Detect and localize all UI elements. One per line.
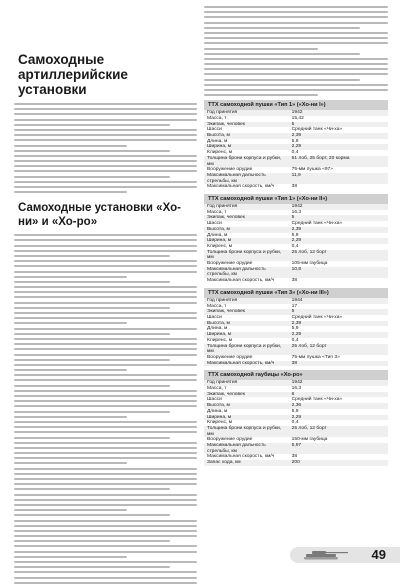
spec-label: Вооружение орудие xyxy=(207,354,253,360)
text-line xyxy=(14,561,197,563)
text-line xyxy=(14,160,197,162)
text-line xyxy=(14,113,197,115)
spec-value: 6 xyxy=(289,392,388,398)
spec-label: Максимальная скорость, км/ч xyxy=(207,278,275,284)
text-line xyxy=(204,79,360,81)
text-line xyxy=(14,302,197,304)
spec-row xyxy=(204,173,388,184)
text-line xyxy=(14,170,197,172)
text-line xyxy=(204,11,388,13)
text-line xyxy=(14,494,197,496)
spec-value: 0,4 xyxy=(291,420,299,426)
text-line xyxy=(14,343,197,345)
text-line xyxy=(14,181,197,183)
spec-value: 1942 xyxy=(289,380,388,386)
spec-value: 105-мм гаубица xyxy=(291,261,328,267)
spec-table xyxy=(204,380,388,466)
left-column xyxy=(14,52,197,588)
text-line xyxy=(14,395,197,397)
spec-value: 1942 xyxy=(289,204,388,210)
spec-label: Масса, т xyxy=(207,386,227,392)
body-text-block xyxy=(14,103,197,193)
text-line xyxy=(14,374,197,376)
spec-label: Год принятия xyxy=(204,204,289,210)
body-text-block xyxy=(14,234,197,584)
text-line xyxy=(14,509,127,511)
text-line xyxy=(14,312,197,314)
spec-value: 1944 xyxy=(289,298,388,304)
text-line xyxy=(14,260,197,262)
spec-table xyxy=(204,298,388,366)
spec-label: Клиренс, м xyxy=(207,337,233,343)
spec-value: 200 xyxy=(289,460,388,466)
spec-label: Высота, м xyxy=(204,403,289,409)
text-line xyxy=(204,16,388,18)
text-line xyxy=(14,488,170,490)
spec-value: 25 лоб, 12 борт xyxy=(289,426,388,437)
text-line xyxy=(204,32,388,34)
spec-table-title: ТТХ самоходной гаубицы «Хо-ро» xyxy=(204,370,388,380)
text-line xyxy=(14,520,197,522)
text-line xyxy=(204,84,388,86)
spec-table-title: ТТХ самоходной пушки «Тип 3» («Хо-ни III») xyxy=(204,288,388,298)
spec-row xyxy=(204,361,388,367)
spec-value: Средний танк «Чи-ха» xyxy=(291,127,343,133)
spec-value: 150-мм гаубица xyxy=(291,437,328,443)
section-heading: Самоходные установки «Хо-ни» и «Хо-ро» xyxy=(18,202,181,229)
text-line xyxy=(14,447,197,449)
spec-value: 25 лоб, 12 борт xyxy=(289,344,388,355)
spec-label: Ширина, м xyxy=(204,238,289,244)
text-line xyxy=(14,545,197,547)
right-column xyxy=(204,6,388,466)
spec-table-title: ТТХ самоходной пушки «Тип 1» («Хо-ни II») xyxy=(204,194,388,204)
spec-value: 0,4 xyxy=(291,150,299,156)
spec-value: 5 xyxy=(289,122,388,128)
text-line xyxy=(14,150,170,152)
spec-value: 38 xyxy=(291,278,298,284)
tank-icon xyxy=(302,550,358,560)
spec-label: Экипаж, человек xyxy=(204,309,289,315)
spec-value: 5,97 xyxy=(289,443,388,454)
page-number: 49 xyxy=(371,547,386,562)
text-line xyxy=(204,48,318,50)
spec-label: Вооружение орудие xyxy=(207,261,253,267)
text-line xyxy=(14,556,127,558)
spec-label: Длина, м xyxy=(207,408,228,414)
spec-label: Ширина, м xyxy=(204,332,289,338)
text-line xyxy=(14,296,197,298)
spec-label: Толщина брони корпуса и рубки, мм xyxy=(204,156,289,167)
text-line xyxy=(14,176,170,178)
text-line xyxy=(204,6,388,8)
body-text-block xyxy=(204,6,388,96)
text-line xyxy=(14,333,170,335)
text-line xyxy=(14,530,197,532)
text-line xyxy=(14,348,197,350)
text-line xyxy=(14,281,170,283)
spec-value: 75-мм пушка «Тип 3» xyxy=(291,354,340,360)
spec-value: Средний танк «Чи-ха» xyxy=(291,397,343,403)
text-line xyxy=(14,245,197,247)
spec-label: Клиренс, м xyxy=(207,150,233,156)
spec-value: 5 xyxy=(289,309,388,315)
text-line xyxy=(14,338,197,340)
text-line xyxy=(14,421,197,423)
spec-row xyxy=(204,156,388,167)
spec-value: 2,29 xyxy=(289,332,388,338)
text-line xyxy=(204,73,388,75)
text-line xyxy=(14,437,170,439)
spec-label: Толщина брони корпуса и рубки, мм xyxy=(204,344,289,355)
text-line xyxy=(14,442,197,444)
spec-label: Масса, т xyxy=(207,303,227,309)
spec-label: Максимальная дальность стрельбы, км xyxy=(204,267,289,278)
text-line xyxy=(14,452,197,454)
spec-value: 2,39 xyxy=(289,227,388,233)
spec-label: Год принятия xyxy=(204,110,289,116)
spec-label: Шасси xyxy=(207,314,222,320)
spec-value: 15,42 xyxy=(291,115,304,121)
text-line xyxy=(204,22,388,24)
spec-row xyxy=(204,443,388,454)
text-line xyxy=(14,473,197,475)
text-line xyxy=(14,145,127,147)
text-line xyxy=(14,103,197,105)
article-title: Самоходные артиллерийские установки xyxy=(18,52,128,97)
text-line xyxy=(14,411,170,413)
spec-label: Максимальная скорость, км/ч xyxy=(207,454,275,460)
spec-row xyxy=(204,344,388,355)
text-line xyxy=(14,577,197,579)
spec-label: Год принятия xyxy=(204,380,289,386)
text-line xyxy=(14,108,197,110)
text-line xyxy=(14,364,197,366)
text-line xyxy=(14,165,197,167)
spec-label: Длина, м xyxy=(207,232,228,238)
spec-value: 2,39 xyxy=(289,321,388,327)
spec-row xyxy=(204,184,388,190)
spec-label: Длина, м xyxy=(207,326,228,332)
spec-label: Год принятия xyxy=(204,298,289,304)
spec-label: Ширина, м xyxy=(204,144,289,150)
spec-value: 2,39 xyxy=(289,133,388,139)
spec-value: 11,9 xyxy=(289,173,388,184)
text-line xyxy=(204,63,388,65)
text-line xyxy=(14,535,197,537)
text-line xyxy=(14,255,170,257)
spec-label: Толщина брони корпуса и рубки, мм xyxy=(204,250,289,261)
spec-label: Высота, м xyxy=(204,321,289,327)
spec-value: 38 xyxy=(291,184,298,190)
spec-label: Запас хода, км xyxy=(204,460,289,466)
text-line xyxy=(14,265,197,267)
spec-label: Экипаж, человек xyxy=(204,122,289,128)
spec-value: 0,4 xyxy=(291,243,299,249)
spec-value: 17 xyxy=(291,303,298,309)
text-line xyxy=(14,186,197,188)
text-line xyxy=(14,504,197,506)
text-line xyxy=(14,139,197,141)
text-line xyxy=(14,124,170,126)
spec-label: Шасси xyxy=(207,397,222,403)
text-line xyxy=(14,328,197,330)
spec-value: 2,36 xyxy=(289,403,388,409)
spec-value: 5,9 xyxy=(291,326,299,332)
text-line xyxy=(14,385,170,387)
spec-label: Вооружение орудие xyxy=(207,167,253,173)
spec-row xyxy=(204,278,388,284)
spec-label: Максимальная скорость, км/ч xyxy=(207,184,275,190)
spec-label: Высота, м xyxy=(204,133,289,139)
text-line xyxy=(14,478,197,480)
text-line xyxy=(14,566,170,568)
spec-label: Максимальная дальность стрельбы, км xyxy=(204,173,289,184)
text-line xyxy=(14,571,197,573)
text-line xyxy=(204,27,360,29)
spec-row xyxy=(204,267,388,278)
spec-label: Масса, т xyxy=(207,115,227,121)
text-line xyxy=(14,322,127,324)
text-line xyxy=(204,89,388,91)
text-line xyxy=(204,68,388,70)
spec-label: Высота, м xyxy=(204,227,289,233)
spec-table xyxy=(204,110,388,190)
spec-value: 5,9 xyxy=(291,138,299,144)
text-line xyxy=(14,582,197,584)
spec-row xyxy=(204,460,388,466)
text-line xyxy=(14,431,197,433)
spec-value: 1942 xyxy=(289,110,388,116)
spec-value: 10,8 xyxy=(289,267,388,278)
text-line xyxy=(14,239,197,241)
spec-value: Средний танк «Чи-ха» xyxy=(291,314,343,320)
spec-label: Экипаж, человек xyxy=(204,392,289,398)
spec-label: Длина, м xyxy=(207,138,228,144)
spec-row xyxy=(204,250,388,261)
text-line xyxy=(14,525,197,527)
spec-row xyxy=(204,426,388,437)
spec-value: 2,29 xyxy=(289,144,388,150)
spec-label: Шасси xyxy=(207,127,222,133)
spec-label: Ширина, м xyxy=(204,415,289,421)
spec-value: 16,3 xyxy=(291,386,302,392)
spec-table xyxy=(204,204,388,284)
text-line xyxy=(14,286,197,288)
text-line xyxy=(14,405,197,407)
spec-value: 2,29 xyxy=(289,238,388,244)
spec-label: Клиренс, м xyxy=(207,420,233,426)
spec-table-title: ТТХ самоходной пушки «Тип 1» («Хо-ни I») xyxy=(204,100,388,110)
spec-label: Вооружение орудие xyxy=(207,437,253,443)
text-line xyxy=(14,551,197,553)
text-line xyxy=(14,119,197,121)
spec-value: 0,4 xyxy=(291,337,299,343)
text-line xyxy=(14,317,197,319)
text-line xyxy=(14,426,197,428)
text-line xyxy=(204,94,318,96)
text-line xyxy=(14,354,197,356)
text-line xyxy=(14,250,197,252)
spec-label: Максимальная скорость, км/ч xyxy=(204,361,289,367)
text-line xyxy=(14,155,197,157)
spec-label: Масса, т xyxy=(207,209,227,215)
text-line xyxy=(204,37,388,39)
spec-value: 5,9 xyxy=(291,408,299,414)
spec-label: Клиренс, м xyxy=(207,243,233,249)
text-line xyxy=(14,416,127,418)
spec-label: Толщина брони корпуса и рубки, мм xyxy=(204,426,289,437)
text-line xyxy=(14,462,127,464)
text-line xyxy=(14,369,127,371)
text-line xyxy=(14,457,197,459)
text-line xyxy=(14,307,170,309)
text-line xyxy=(204,58,388,60)
text-line xyxy=(14,390,197,392)
text-line xyxy=(14,400,197,402)
spec-value: 2,29 xyxy=(289,415,388,421)
spec-value: 5 xyxy=(289,215,388,221)
text-line xyxy=(14,191,127,193)
spec-value: 38 xyxy=(291,454,298,460)
spec-label: Экипаж, человек xyxy=(204,215,289,221)
text-line xyxy=(14,359,170,361)
spec-value: 51 лоб, 25 борт, 20 корма xyxy=(289,156,388,167)
text-line xyxy=(14,129,197,131)
spec-value: 25 лоб, 12 борт xyxy=(289,250,388,261)
text-line xyxy=(204,53,360,55)
spec-value: 75-мм пушка «97» xyxy=(291,167,333,173)
spec-label: Максимальная дальность стрельбы, км xyxy=(204,443,289,454)
spec-value: 38 xyxy=(289,361,388,367)
text-line xyxy=(14,540,170,542)
spec-tables xyxy=(204,100,388,466)
text-line xyxy=(14,234,197,236)
text-line xyxy=(14,499,197,501)
text-line xyxy=(14,291,197,293)
text-line xyxy=(14,514,170,516)
spec-value: 5,9 xyxy=(291,232,299,238)
text-line xyxy=(14,379,197,381)
spec-label: Шасси xyxy=(207,221,222,227)
text-line xyxy=(14,483,197,485)
text-line xyxy=(14,271,197,273)
spec-value: Средний танк «Чи-ха» xyxy=(291,221,343,227)
text-line xyxy=(204,42,388,44)
page-footer xyxy=(290,547,400,563)
text-line xyxy=(14,134,197,136)
text-line xyxy=(14,276,127,278)
text-line xyxy=(14,468,197,470)
spec-value: 16,3 xyxy=(291,209,302,215)
